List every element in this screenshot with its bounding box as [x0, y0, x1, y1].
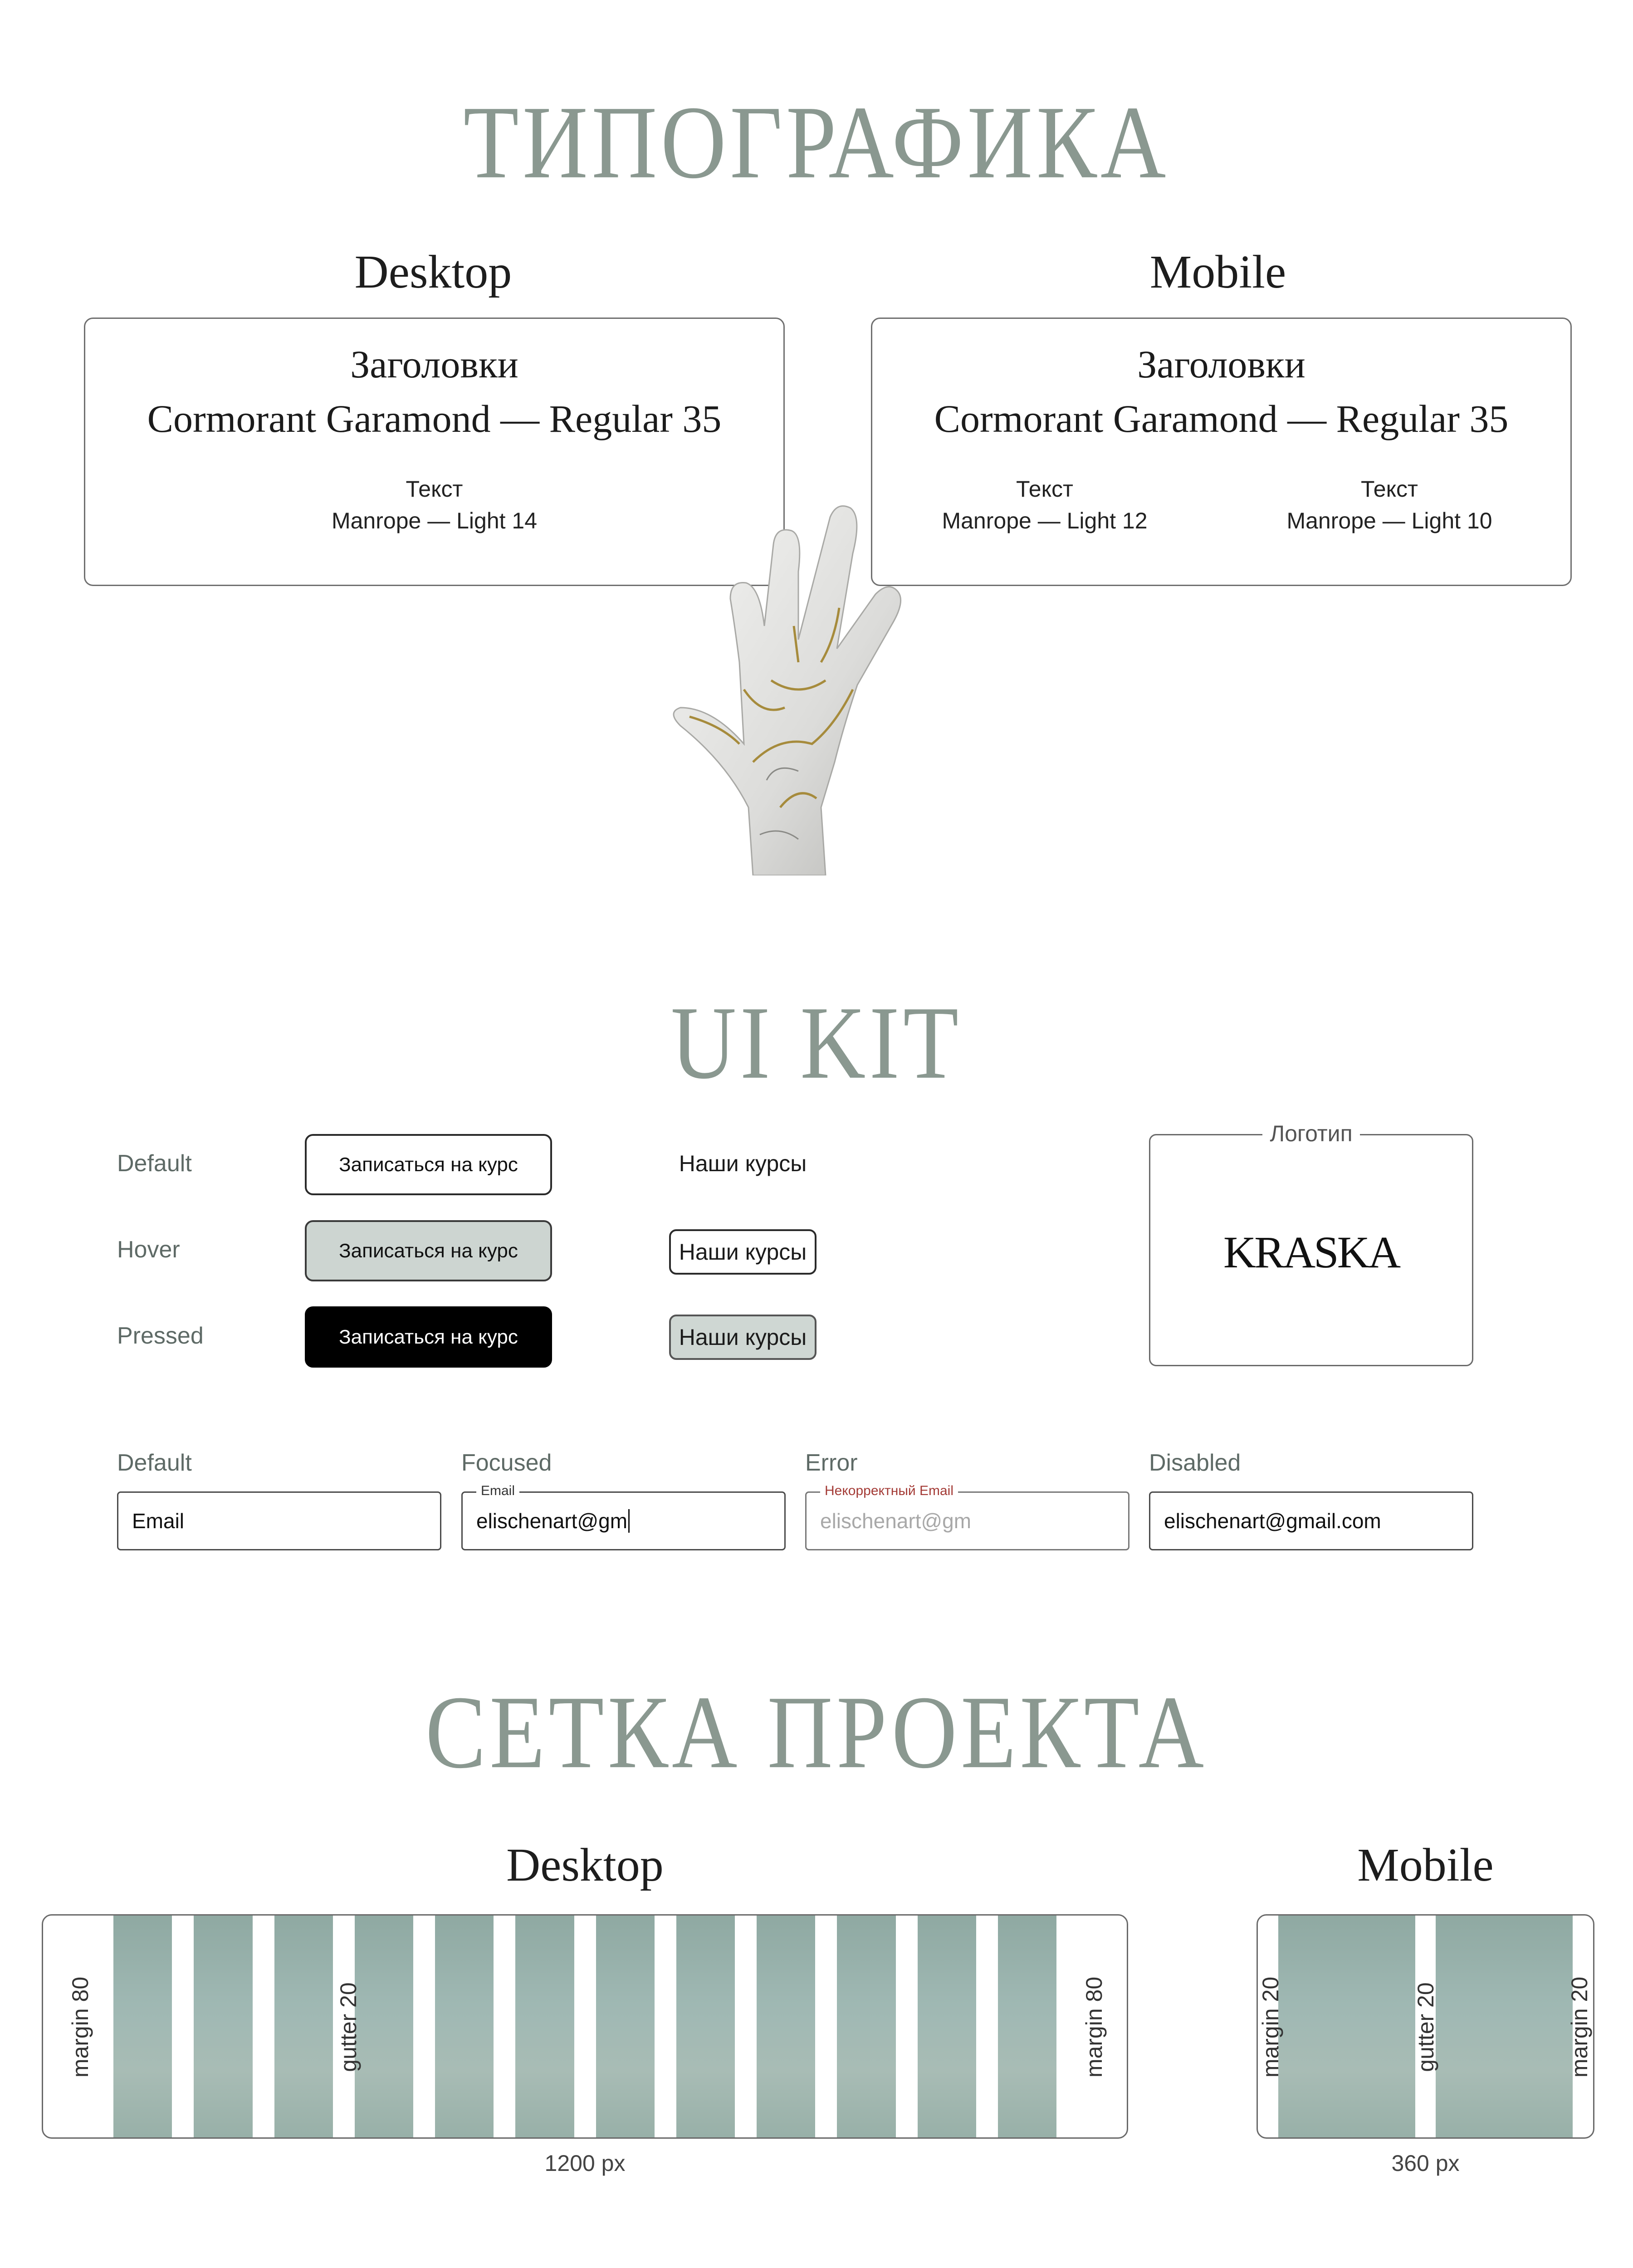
desktop-grid-column-3 [274, 1916, 333, 2137]
desktop-heading-font: Cormorant Garamond — Regular 35 [147, 397, 722, 440]
brand-logo: KRASKA [1223, 1227, 1399, 1277]
email-field-focused-value: elischenart@gm [476, 1509, 628, 1533]
uikit-title: UI KIT [670, 985, 963, 1101]
mobile-text-b-label: Текст [1361, 476, 1418, 502]
mobile-heading-font: Cormorant Garamond — Regular 35 [934, 397, 1509, 440]
mobile-margin-left-label: margin 20 [1258, 1976, 1283, 2078]
enroll-button-hover[interactable]: Записаться на курс [305, 1220, 552, 1281]
desktop-heading-label: Заголовки [350, 342, 518, 386]
grid-desktop-label: Desktop [506, 1839, 664, 1891]
desktop-gutter-label: gutter 20 [336, 1982, 361, 2072]
desktop-grid-column-4 [355, 1916, 413, 2137]
mobile-heading-label: Заголовки [1137, 342, 1305, 386]
input-state-default: Default [117, 1450, 192, 1476]
text-cursor [628, 1509, 630, 1533]
desktop-grid-column-2 [194, 1916, 252, 2137]
desktop-grid-column-6 [515, 1916, 574, 2137]
grid-mobile-label: Mobile [1357, 1839, 1494, 1891]
email-field-error-value: elischenart@gm [820, 1509, 972, 1533]
mobile-text-a-label: Текст [1016, 476, 1073, 502]
mobile-text-b-font: Manrope — Light 10 [1286, 508, 1492, 533]
desktop-margin-right-label: margin 80 [1081, 1976, 1107, 2078]
desktop-grid-column-1 [113, 1916, 172, 2137]
logo-card-legend-text: Логотип [1262, 1121, 1359, 1146]
input-state-disabled: Disabled [1149, 1450, 1241, 1476]
email-field-disabled-value: elischenart@gmail.com [1164, 1509, 1381, 1533]
desktop-text-label: Текст [406, 476, 463, 502]
mobile-gutter-label: gutter 20 [1413, 1982, 1438, 2072]
enroll-button-default[interactable]: Записаться на курс [305, 1134, 552, 1195]
typography-mobile-card [871, 318, 1572, 586]
email-field-focused-legend: Email [476, 1483, 519, 1499]
courses-link-default[interactable]: Наши курсы [679, 1151, 807, 1176]
desktop-grid-frame [42, 1914, 1128, 2139]
logo-card [1149, 1121, 1473, 1366]
courses-link-hover[interactable]: Наши курсы [669, 1229, 816, 1275]
desktop-text-font: Manrope — Light 14 [331, 508, 538, 533]
state-label-default: Default [117, 1150, 192, 1177]
courses-link-pressed[interactable]: Наши курсы [669, 1315, 816, 1360]
typography-mobile-label: Mobile [1149, 246, 1286, 298]
mobile-text-a-font: Manrope — Light 12 [942, 508, 1148, 533]
desktop-grid-column-7 [596, 1916, 655, 2137]
typography-desktop-label: Desktop [354, 246, 512, 298]
desktop-grid-column-12 [998, 1916, 1056, 2137]
email-field-error[interactable] [805, 1483, 1129, 1550]
email-field-error-legend: Некорректный Email [820, 1483, 958, 1499]
email-field-default-value: Email [132, 1509, 185, 1533]
mobile-grid-column-2 [1436, 1916, 1573, 2137]
grid-title: СЕТКА ПРОЕКТА [425, 1675, 1208, 1790]
marble-hand-illustration [662, 490, 953, 875]
desktop-margin-left-label: margin 80 [68, 1976, 93, 2078]
desktop-width-label: 1200 px [544, 2151, 626, 2176]
state-label-pressed: Pressed [117, 1323, 204, 1349]
desktop-grid-column-5 [435, 1916, 494, 2137]
mobile-margin-right-label: margin 20 [1567, 1976, 1592, 2078]
desktop-grid-column-9 [757, 1916, 815, 2137]
input-state-error: Error [805, 1450, 858, 1476]
enroll-button-pressed[interactable]: Записаться на курс [305, 1306, 552, 1368]
state-label-hover: Hover [117, 1237, 180, 1263]
email-field-focused[interactable] [461, 1483, 786, 1550]
input-state-focused: Focused [461, 1450, 552, 1476]
desktop-grid-column-10 [837, 1916, 895, 2137]
desktop-grid-column-11 [918, 1916, 976, 2137]
typography-title: ТИПОГРАФИКА [463, 85, 1170, 200]
email-field-default[interactable] [117, 1491, 441, 1550]
mobile-width-label: 360 px [1391, 2151, 1460, 2176]
desktop-grid-column-8 [676, 1916, 735, 2137]
email-field-disabled [1149, 1491, 1473, 1550]
mobile-grid-column-1 [1278, 1916, 1415, 2137]
logo-card-legend [1150, 1120, 1472, 1147]
